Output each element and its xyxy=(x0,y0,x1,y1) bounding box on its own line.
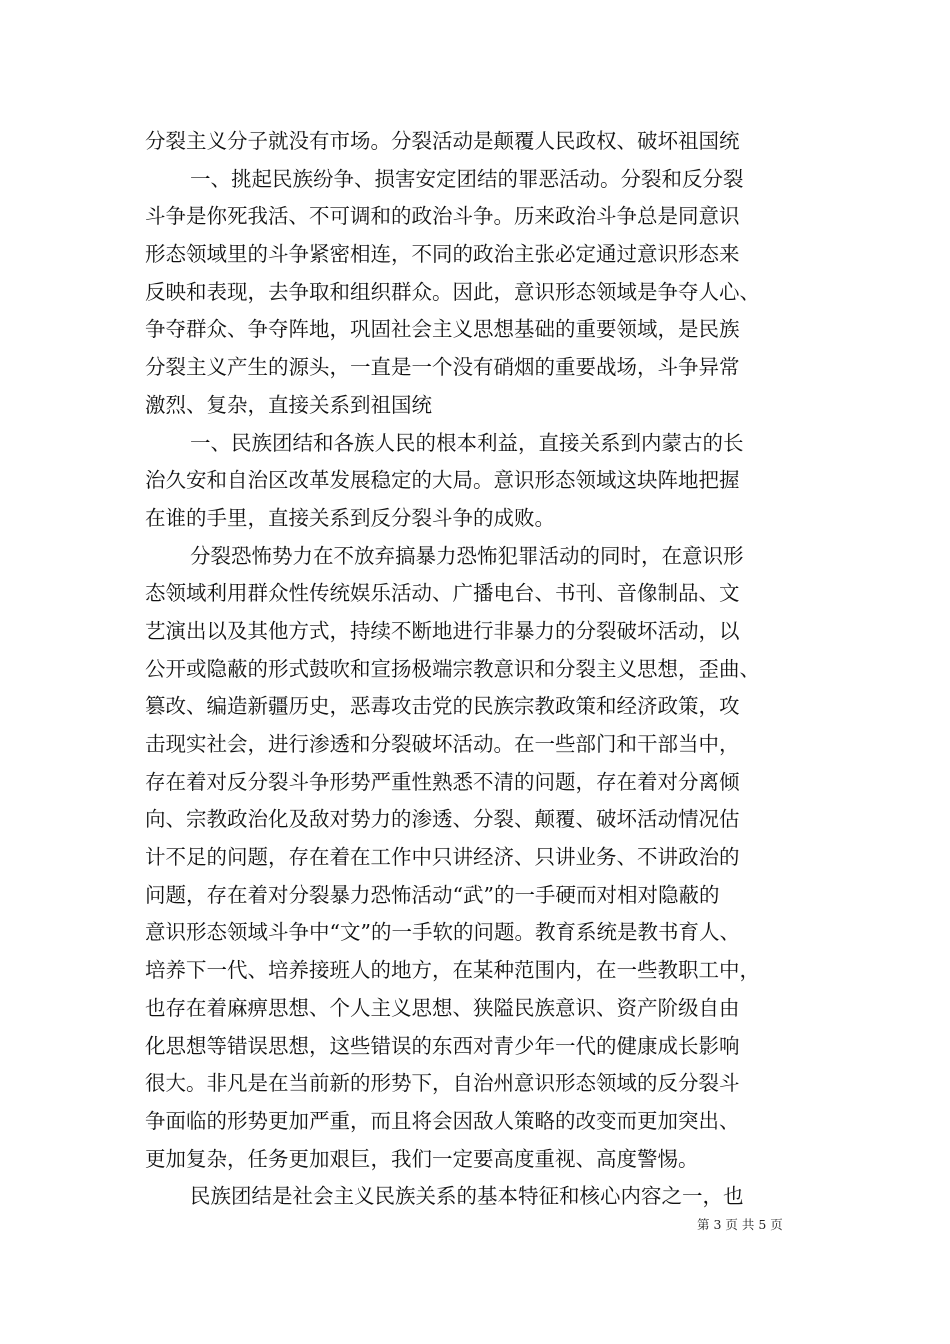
text-line: 斗争是你死我活、不可调和的政治斗争。历来政治斗争总是同意识 xyxy=(145,204,740,229)
text-line: 化思想等错误思想，这些错误的东西对青少年一代的健康成长影响 xyxy=(145,1033,740,1058)
text-line: 争夺群众、争夺阵地，巩固社会主义思想基础的重要领域，是民族 xyxy=(145,317,740,342)
text-line: 一、民族团结和各族人民的根本利益，直接关系到内蒙古的长 xyxy=(190,430,744,455)
page-number-footer: 第 3 页 共 5 页 xyxy=(697,1217,783,1232)
text-line: 篡改、编造新疆历史，恶毒攻击党的民族宗教政策和经济政策，攻 xyxy=(145,694,740,719)
text-line: 存在着对反分裂斗争形势严重性熟悉不清的问题，存在着对分离倾 xyxy=(145,769,740,794)
text-line: 激烈、复杂，直接关系到祖国统 xyxy=(145,392,432,417)
text-line: 分裂主义分子就没有市场。分裂活动是颠覆人民政权、破坏祖国统 xyxy=(145,129,740,153)
text-line: 一、挑起民族纷争、损害安定团结的罪恶活动。分裂和反分裂 xyxy=(190,166,744,191)
text-line: 在谁的手里，直接关系到反分裂斗争的成败。 xyxy=(145,505,555,530)
text-line: 分裂主义产生的源头，一直是一个没有硝烟的重要战场，斗争异常 xyxy=(145,355,740,380)
text-line: 形态领域里的斗争紧密相连，不同的政治主张必定通过意识形态来 xyxy=(145,242,740,267)
text-line: 也存在着麻痹思想、个人主义思想、狭隘民族意识、资产阶级自由 xyxy=(145,995,740,1020)
text-line: 问题，存在着对分裂暴力恐怖活动“武”的一手硬而对相对隐蔽的 xyxy=(145,882,720,907)
text-line: 计不足的问题，存在着在工作中只讲经济、只讲业务、不讲政治的 xyxy=(145,845,740,870)
text-line: 击现实社会，进行渗透和分裂破坏活动。在一些部门和干部当中， xyxy=(145,732,740,756)
text-line: 更加复杂，任务更加艰巨，我们一定要高度重视、高度警惕。 xyxy=(145,1146,699,1171)
document-body xyxy=(145,123,810,1216)
text-line: 治久安和自治区改革发展稳定的大局。意识形态领域这块阵地把握 xyxy=(145,468,740,493)
text-line: 艺演出以及其他方式，持续不断地进行非暴力的分裂破坏活动，以 xyxy=(145,618,740,643)
text-line: 反映和表现，去争取和组织群众。因此，意识形态领域是争夺人心、 xyxy=(145,279,760,304)
text-line: 分裂恐怖势力在不放弃搞暴力恐怖犯罪活动的同时，在意识形 xyxy=(190,543,744,568)
text-line: 争面临的形势更加严重，而且将会因敌人策略的改变而更加突出、 xyxy=(145,1108,740,1133)
text-line: 很大。非凡是在当前新的形势下，自治州意识形态领域的反分裂斗 xyxy=(145,1071,740,1096)
text-line: 民族团结是社会主义民族关系的基本特征和核心内容之一，也 xyxy=(190,1184,744,1209)
text-line: 意识形态领域斗争中“文”的一手软的问题。教育系统是教书育人、 xyxy=(145,920,740,945)
text-line: 向、宗教政治化及敌对势力的渗透、分裂、颠覆、破坏活动情况估 xyxy=(145,807,740,832)
text-line: 公开或隐蔽的形式鼓吹和宣扬极端宗教意识和分裂主义思想，歪曲、 xyxy=(145,656,760,681)
text-line: 培养下一代、培养接班人的地方，在某种范围内，在一些教职工中， xyxy=(145,958,760,983)
text-line: 态领域利用群众性传统娱乐活动、广播电台、书刊、音像制品、文 xyxy=(145,581,740,606)
